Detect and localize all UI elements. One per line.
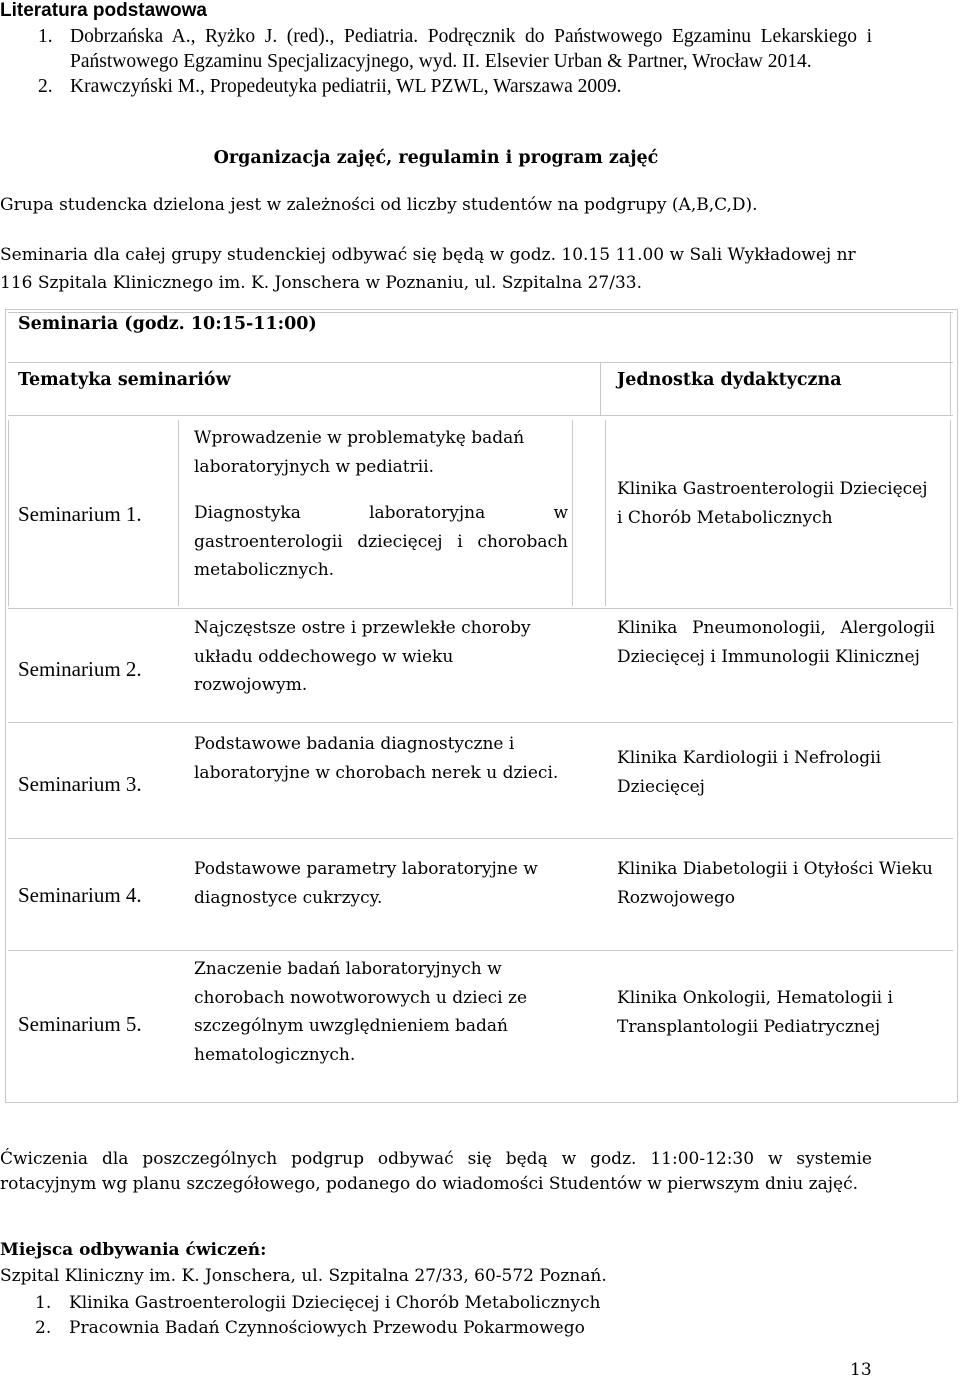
organization-heading: Organizacja zajęć, regulamin i program zajęć: [213, 148, 659, 168]
list-item: [0, 1291, 601, 1316]
list-number: 1.: [35, 1293, 52, 1313]
seminar-unit: Klinika Onkologii, Hematologii i Transplantologii Pediatrycznej: [617, 988, 893, 1037]
row-border: [8, 838, 953, 839]
cell-border: [605, 420, 606, 606]
table-border: [8, 362, 953, 363]
seminar-topic: Podstawowe badania diagnostyczne i laboratoryjne w chorobach nerek u dzieci.: [194, 734, 559, 783]
seminar-topic: Znaczenie badań laboratoryjnych w chorobach nowotworowych u dzieci ze szczególnym uwzględnieniem badań hematologicznych.: [194, 959, 528, 1065]
list-item: [0, 1316, 601, 1341]
cell-border: [572, 420, 573, 606]
row-border: [8, 950, 953, 951]
seminar-label: Seminarium 5.: [18, 1012, 142, 1036]
list-number: 1.: [38, 26, 53, 47]
literature-item: [0, 74, 872, 99]
cell-border: [8, 420, 9, 606]
seminar-unit: Klinika Pneumonologii, Alergologii Dziecięcej i Immunologii Klinicznej: [617, 618, 935, 667]
literature-item: [0, 24, 872, 74]
table-border: [950, 362, 951, 415]
literature-item-text: Dobrzańska A., Ryżko J. (red)., Pediatria. Podręcznik do Państwowego Egzaminu Lekarskiego i Państwowego Egzaminu Specjalizacyjnego, wyd. II. Elsevier Urban & Partner, Wrocław 2014.: [70, 26, 872, 72]
list-number: 2.: [38, 76, 53, 97]
seminar-topic: Diagnostyka laboratoryjna w gastroenterologii dziecięcej i chorobach metabolicznych.: [194, 503, 568, 580]
seminar-unit: Klinika Gastroenterologii Dziecięcej i Chorób Metabolicznych: [617, 479, 928, 528]
seminar-unit: Klinika Kardiologii i Nefrologii Dziecięcej: [617, 748, 882, 797]
seminar-unit: Klinika Diabetologii i Otyłości Wieku Rozwojowego: [617, 859, 933, 908]
seminar-label: Seminarium 1.: [18, 502, 142, 526]
place-text: Klinika Gastroenterologii Dziecięcej i Chorób Metabolicznych: [69, 1293, 601, 1313]
literature-list: [0, 24, 872, 99]
column-header-unit: Jednostka dydaktyczna: [617, 370, 842, 390]
cell-border: [950, 420, 951, 606]
row-border: [8, 608, 953, 609]
literature-heading: Literatura podstawowa: [0, 0, 207, 21]
seminar-label: Seminarium 3.: [18, 772, 142, 796]
place-text: Pracownia Badań Czynnościowych Przewodu Pokarmowego: [69, 1318, 585, 1338]
list-number: 2.: [35, 1318, 52, 1338]
literature-item-text: Krawczyński M., Propedeutyka pediatrii, WL PZWL, Warszawa 2009.: [70, 76, 622, 97]
cell-border: [178, 420, 179, 606]
row-border: [8, 722, 953, 723]
page-number: 13: [850, 1360, 872, 1380]
seminar-topic: Najczęstsze ostre i przewlekłe choroby układu oddechowego w wieku rozwojowym.: [194, 618, 531, 695]
table-border: [600, 362, 601, 415]
seminar-table-title: Seminaria (godz. 10:15-11:00): [18, 314, 317, 334]
groups-paragraph: Grupa studencka dzielona jest w zależności od liczby studentów na podgrupy (A,B,C,D).: [0, 195, 758, 215]
places-heading: Miejsca odbywania ćwiczeń:: [0, 1240, 267, 1260]
table-border: [8, 415, 953, 416]
seminars-paragraph: Seminaria dla całej grupy studenckiej odbywać się będą w godz. 10.15 11.00 w Sali Wykładowej nr 116 Szpitala Klinicznego im. K. Jonschera w Poznaniu, ul. Szpitalna 27/33.: [0, 245, 856, 293]
table-border: [950, 312, 951, 362]
seminar-label: Seminarium 4.: [18, 883, 142, 907]
places-list: [0, 1291, 601, 1341]
table-border: [8, 312, 953, 313]
column-header-topic: Tematyka seminariów: [18, 370, 231, 390]
hospital-address: Szpital Kliniczny im. K. Jonschera, ul. Szpitalna 27/33, 60-572 Poznań.: [0, 1266, 607, 1286]
seminar-topic: Podstawowe parametry laboratoryjne w diagnostyce cukrzycy.: [194, 859, 538, 908]
seminar-topic: Wprowadzenie w problematykę badań laboratoryjnych w pediatrii.: [194, 428, 525, 477]
seminar-label: Seminarium 2.: [18, 657, 142, 681]
exercises-paragraph: Ćwiczenia dla poszczególnych podgrup odbywać się będą w godz. 11:00-12:30 w systemie rotacyjnym wg planu szczegółowego, podanego do wiadomości Studentów w pierwszym dniu zajęć.: [0, 1149, 872, 1194]
